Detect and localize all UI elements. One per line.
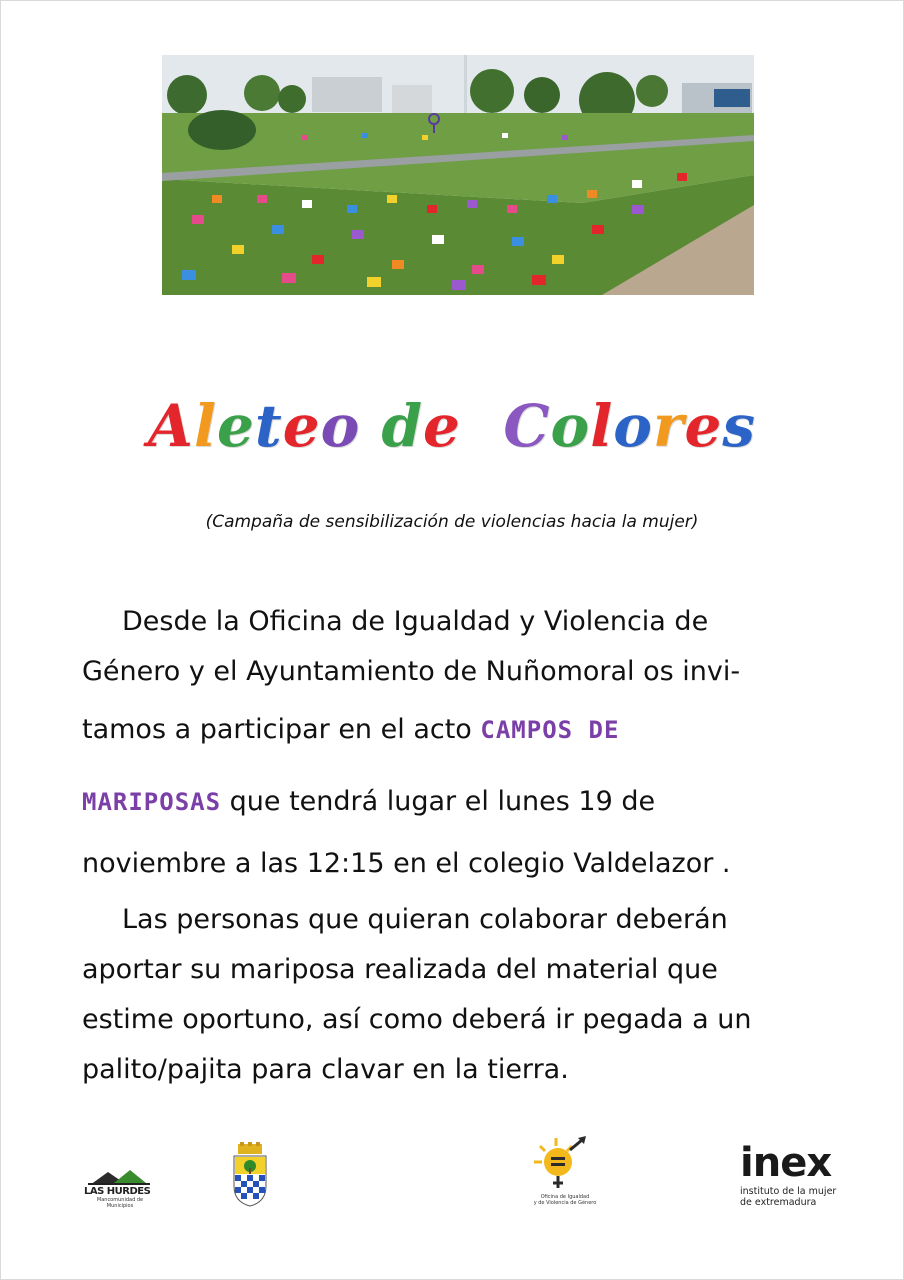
paragraph-2-line-2: aportar su mariposa realizada del material que bbox=[82, 954, 718, 985]
title-letter: l bbox=[590, 392, 614, 460]
paragraph-1-line-4 bbox=[82, 786, 782, 817]
title-letter: e bbox=[216, 392, 255, 460]
paragraph-2-line-1: Las personas que quieran colaborar deberán bbox=[122, 904, 728, 935]
oficina-caption-1: Oficina de Igualdad bbox=[540, 1194, 590, 1200]
inex-subtitle-2: de extremadura bbox=[740, 1197, 817, 1208]
las-hurdes-title: LAS HURDES bbox=[84, 1186, 151, 1197]
title-letter bbox=[360, 392, 381, 460]
las-hurdes-subtitle: Mancomunidad de Municipios bbox=[96, 1197, 144, 1209]
inex-logo bbox=[740, 1140, 840, 1208]
campaign-subtitle: (Campaña de sensibilización de violencias hacia la mujer) bbox=[205, 512, 699, 532]
paragraph-1-line-2: Género y el Ayuntamiento de Nuñomoral os invi- bbox=[82, 656, 741, 687]
title-letter: e bbox=[282, 392, 321, 460]
title-letter: A bbox=[147, 392, 194, 460]
title-letter: l bbox=[193, 392, 217, 460]
title-letter: o bbox=[613, 392, 653, 460]
title-letter: e bbox=[684, 392, 723, 460]
title-letter: d bbox=[381, 392, 424, 460]
title-letter: C bbox=[503, 392, 551, 460]
las-hurdes-logo bbox=[84, 1166, 156, 1209]
inex-wordmark: inex bbox=[740, 1140, 832, 1186]
oficina-igualdad-logo bbox=[530, 1134, 600, 1206]
title-letter: e bbox=[423, 392, 461, 460]
coat-of-arms-icon bbox=[232, 1142, 268, 1208]
title-letter: r bbox=[652, 392, 685, 460]
butterfly-field-photo bbox=[162, 55, 754, 295]
title-letter: o bbox=[320, 392, 361, 460]
paragraph-1-line-3 bbox=[82, 714, 782, 745]
paragraph-1-line-4-text: que tendrá lugar el lunes 19 de bbox=[229, 786, 656, 817]
paragraph-1-line-1: Desde la Oficina de Igualdad y Violencia de bbox=[122, 606, 709, 637]
paragraph-1-line-3-text: tamos a participar en el acto bbox=[82, 714, 481, 745]
title-letter bbox=[461, 392, 503, 460]
paragraph-2-line-3: estime oportuno, así como deberá ir pegada a un bbox=[82, 1004, 752, 1035]
title-letter: t bbox=[254, 392, 283, 460]
title-letter: o bbox=[550, 392, 591, 460]
paragraph-2-line-4: palito/pajita para clavar en la tierra. bbox=[82, 1054, 569, 1085]
title-letter: s bbox=[722, 392, 757, 460]
oficina-caption-2: y de Violencia de Género bbox=[533, 1200, 597, 1206]
paragraph-1-line-5: noviembre a las 12:15 en el colegio Valdelazor . bbox=[82, 848, 731, 879]
event-name-part-2: MARIPOSAS bbox=[82, 788, 222, 816]
inex-subtitle-1: instituto de la mujer bbox=[740, 1186, 837, 1197]
campaign-title bbox=[0, 392, 904, 460]
event-name-part-1: CAMPOS DE bbox=[480, 716, 620, 744]
